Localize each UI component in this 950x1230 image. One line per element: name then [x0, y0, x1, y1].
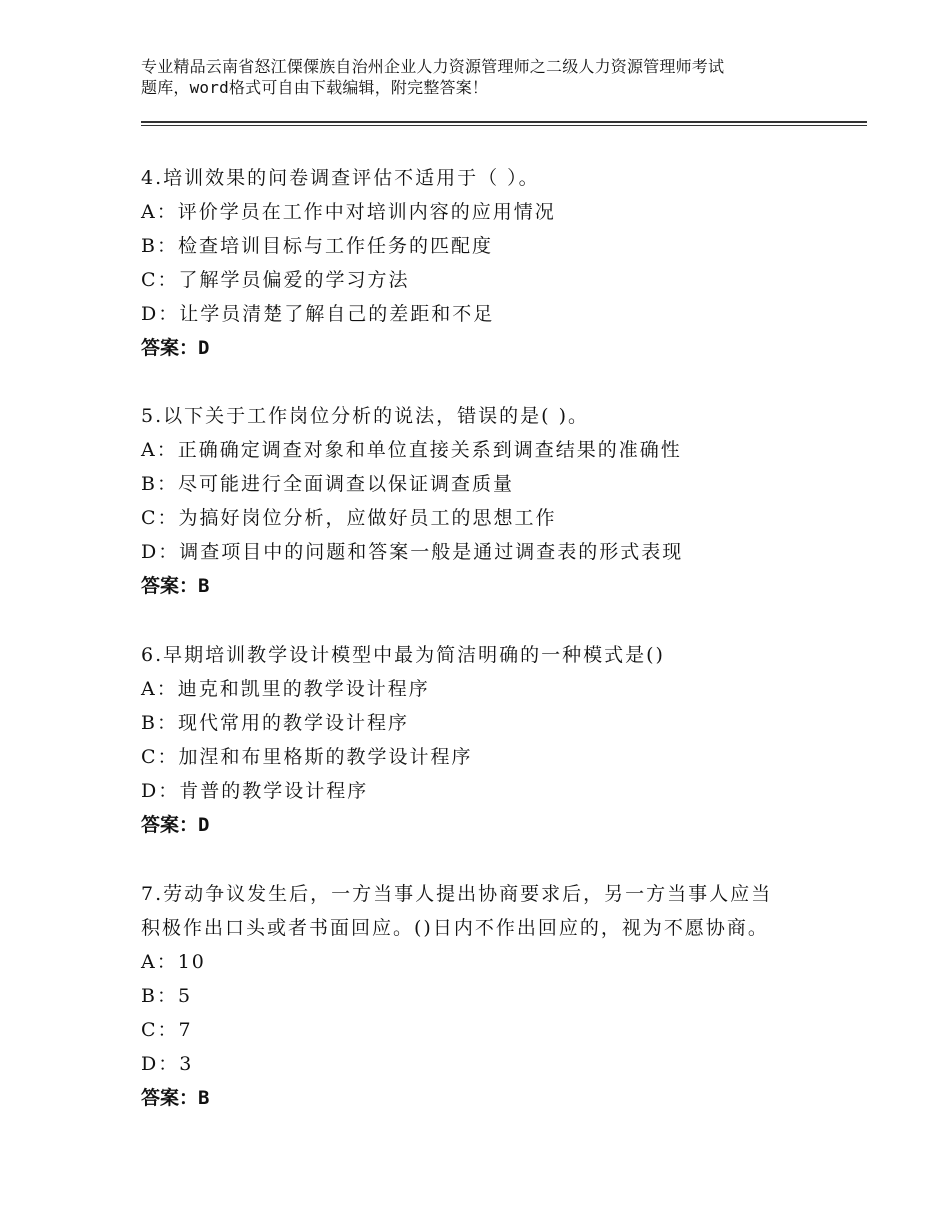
option-d: D：调查项目中的问题和答案一般是通过调查表的形式表现 — [141, 541, 684, 563]
option-b: B：5 — [141, 985, 193, 1007]
option-b: B：尽可能进行全面调查以保证调查质量 — [141, 473, 514, 495]
question-stem-line-1: 7.劳动争议发生后，一方当事人提出协商要求后，另一方当事人应当 — [141, 883, 773, 905]
header-line-2: 题库，word格式可自由下载编辑，附完整答案！ — [141, 78, 489, 97]
option-b: B：现代常用的教学设计程序 — [141, 712, 409, 734]
question-stem-line-2: 积极作出口头或者书面回应。()日内不作出回应的，视为不愿协商。 — [141, 917, 769, 939]
answer-label: 答案：D — [141, 814, 210, 836]
option-c: C：为搞好岗位分析，应做好员工的思想工作 — [141, 507, 557, 529]
option-a: A：正确确定调查对象和单位直接关系到调查结果的准确性 — [141, 439, 682, 461]
question-4 — [141, 161, 841, 365]
option-c: C：了解学员偏爱的学习方法 — [141, 269, 410, 291]
option-a: A：迪克和凯里的教学设计程序 — [141, 678, 430, 700]
question-7 — [141, 877, 841, 1115]
header-line-1: 专业精品云南省怒江傈僳族自治州企业人力资源管理师之二级人力资源管理师考试 — [141, 57, 725, 76]
option-b: B：检查培训目标与工作任务的匹配度 — [141, 235, 493, 257]
option-a: A：评价学员在工作中对培训内容的应用情况 — [141, 201, 556, 223]
header-rule-thin — [141, 125, 867, 126]
question-5 — [141, 399, 841, 603]
answer-label: 答案：B — [141, 575, 210, 597]
option-d: D：让学员清楚了解自己的差距和不足 — [141, 303, 495, 325]
option-a: A：10 — [141, 951, 206, 973]
question-stem: 5.以下关于工作岗位分析的说法，错误的是( )。 — [141, 405, 589, 427]
option-d: D：3 — [141, 1053, 194, 1075]
option-d: D：肯普的教学设计程序 — [141, 780, 369, 802]
question-stem: 6.早期培训教学设计模型中最为简洁明确的一种模式是() — [141, 644, 665, 666]
option-c: C：加涅和布里格斯的教学设计程序 — [141, 746, 473, 768]
document-header — [141, 56, 841, 98]
answer-label: 答案：D — [141, 337, 210, 359]
question-6 — [141, 638, 841, 842]
answer-label: 答案：B — [141, 1087, 210, 1109]
header-rule-thick — [141, 121, 867, 123]
question-stem: 4.培训效果的问卷调查评估不适用于（ ）。 — [141, 167, 540, 189]
option-c: C：7 — [141, 1019, 193, 1041]
